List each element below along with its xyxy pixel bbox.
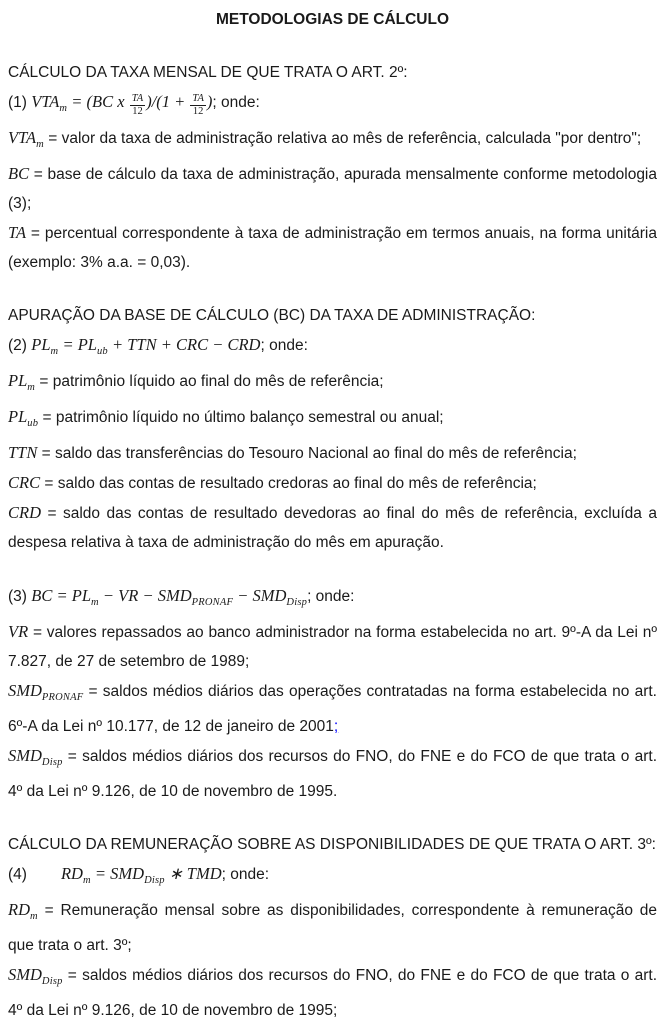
math-run: = <box>52 586 72 605</box>
math-variable-name: RD <box>60 864 83 883</box>
math-variable <box>71 586 99 608</box>
text-run: APURAÇÃO DA BASE DE CÁLCULO (BC) DA TAXA DE ADMINISTRAÇÃO: <box>8 307 536 324</box>
math-run: )/(1 + <box>146 92 190 111</box>
paragraph <box>8 895 657 960</box>
fraction <box>130 93 145 118</box>
fraction-denominator: 12 <box>192 106 204 117</box>
math-variable-name: SMD <box>110 864 145 883</box>
math-variable-name: PL <box>71 586 91 605</box>
math-variable <box>8 965 63 987</box>
text-run: ; onde: <box>260 337 308 354</box>
math-variable-name: SMD <box>8 965 42 984</box>
paragraph <box>8 960 657 1025</box>
fraction <box>190 93 205 118</box>
math-variable <box>8 128 44 150</box>
text-run: = Remuneração mensal sobre as disponibilidades, correspondente à remuneração de que trata o art. 3º; <box>8 902 657 954</box>
math-variable-name: SMD <box>157 586 192 605</box>
math-variable <box>77 335 108 357</box>
math-run: BC <box>8 164 30 183</box>
text-run: (4) <box>8 866 27 883</box>
paragraph <box>8 438 657 468</box>
section-heading <box>8 301 657 330</box>
paragraph <box>8 498 657 557</box>
paragraph <box>8 159 657 218</box>
document-title <box>8 5 657 34</box>
fraction-denominator: 12 <box>132 106 143 117</box>
paragraph <box>8 366 657 402</box>
text-run: (3) <box>8 588 32 605</box>
section-heading <box>8 58 657 87</box>
text-run: (1) <box>8 94 32 111</box>
text-run: = saldo das contas de resultado devedoras ao final do mês de referência, excluída a despesa relativa à taxa de administração do mês em apuração. <box>8 505 657 551</box>
text-run: ; onde: <box>221 866 270 883</box>
text-run: = saldos médios diários dos recursos do FNO, do FNE e do FCO de que trata o art. 4º da Lei nº 9.126, de 10 de novembro de 1995. <box>8 748 657 800</box>
text-run: ; onde: <box>307 588 355 605</box>
inserted-text: ; <box>333 718 339 735</box>
math-run: TTN <box>8 443 38 462</box>
math-subscript: m <box>91 597 99 608</box>
math-subscript: m <box>27 382 36 393</box>
section-heading <box>8 830 657 859</box>
math-subscript: ub <box>96 346 108 357</box>
text-run: = valor da taxa de administração relativa ao mês de referência, calculada "por dentro"; <box>43 130 642 147</box>
math-subscript: m <box>30 911 38 922</box>
math-variable <box>8 900 38 922</box>
math-variable <box>252 586 308 608</box>
math-variable <box>31 335 59 357</box>
math-variable <box>8 746 63 768</box>
paragraph <box>8 402 657 438</box>
math-variable-name: VTA <box>8 128 37 147</box>
math-variable <box>31 92 68 114</box>
math-variable <box>60 864 91 886</box>
math-variable <box>8 681 84 703</box>
math-run: ∗ TMD <box>164 864 222 883</box>
text-run: = base de cálculo da taxa de administração, apurada mensalmente conforme metodologia (3); <box>8 166 657 212</box>
math-variable-name: SMD <box>8 746 42 765</box>
text-run: METODOLOGIAS DE CÁLCULO <box>215 11 450 28</box>
math-variable <box>8 371 36 393</box>
paragraph <box>8 676 657 741</box>
math-variable-name: SMD <box>8 681 42 700</box>
text-run: = patrimônio líquido no último balanço semestral ou anual; <box>38 409 444 426</box>
paragraph <box>8 468 657 498</box>
math-subscript: m <box>50 346 59 357</box>
formula-line <box>8 859 657 895</box>
text-run: CÁLCULO DA REMUNERAÇÃO SOBRE AS DISPONIBILIDADES DE QUE TRATA O ART. 3º: <box>8 836 656 853</box>
math-variable <box>110 864 165 886</box>
math-subscript: m <box>36 139 44 150</box>
text-run: ; onde: <box>212 94 260 111</box>
math-variable-name: PL <box>8 407 28 426</box>
fraction-numerator: TA <box>192 93 204 104</box>
math-subscript: m <box>59 103 68 114</box>
math-run: CRC <box>8 473 41 492</box>
paragraph <box>8 218 657 277</box>
math-variable-name: SMD <box>252 586 287 605</box>
math-subscript: Disp <box>41 757 63 768</box>
math-run: + TTN + CRC − CRD <box>107 335 261 354</box>
paragraph <box>8 123 657 159</box>
math-variable-name: PL <box>8 371 28 390</box>
text-run: = valores repassados ao banco administrador na forma estabelecida no art. 9º-A da Lei nº 7.827, de 27 de setembro de 1989; <box>8 624 657 670</box>
math-subscript: Disp <box>286 597 308 608</box>
formula-line <box>8 581 657 617</box>
math-subscript: PRONAF <box>41 692 84 703</box>
math-run: = (BC x <box>67 92 129 111</box>
math-run: CRD <box>8 503 41 522</box>
math-run: ) <box>206 92 213 111</box>
math-subscript: PRONAF <box>191 597 234 608</box>
math-variable-name: VTA <box>31 92 60 111</box>
paragraph <box>8 741 657 806</box>
fraction-numerator: TA <box>131 93 144 104</box>
paragraph <box>8 617 657 676</box>
text-run: (2) <box>8 337 32 354</box>
math-variable-name: RD <box>8 900 30 919</box>
math-run: TA <box>8 223 27 242</box>
math-variable-name: PL <box>31 335 51 354</box>
math-subscript: Disp <box>41 976 63 987</box>
math-run: = <box>90 864 111 883</box>
text-run: = saldos médios diários dos recursos do FNO, do FNE e do FCO de que trata o art. 4º da Lei nº 9.126, de 10 de novembro de 1995; <box>8 967 657 1019</box>
math-run: = <box>58 335 78 354</box>
text-run: = patrimônio líquido ao final do mês de referência; <box>35 373 384 390</box>
math-subscript: Disp <box>144 875 165 886</box>
document-body <box>8 5 657 1025</box>
text-run: = saldos médios diários das operações contratadas na forma estabelecida no art. 6º-A da Lei nº 10.177, de 12 de janeiro de 2001 <box>8 683 657 735</box>
math-variable <box>157 586 234 608</box>
math-run: − VR − <box>98 586 158 605</box>
text-run: = saldo das transferências do Tesouro Nacional ao final do mês de referência; <box>37 445 577 462</box>
formula-line <box>8 87 657 123</box>
math-variable <box>8 407 39 429</box>
math-run: − <box>233 586 253 605</box>
math-subscript: m <box>82 875 91 886</box>
math-run: BC <box>31 586 53 605</box>
math-variable-name: PL <box>77 335 97 354</box>
text-run: = saldo das contas de resultado credoras ao final do mês de referência; <box>40 475 537 492</box>
text-run: = percentual correspondente à taxa de administração em termos anuais, na forma unitária (exemplo: 3% a.a. = 0,03). <box>8 225 657 271</box>
math-run: VR <box>8 622 29 641</box>
formula-line <box>8 330 657 366</box>
text-run: CÁLCULO DA TAXA MENSAL DE QUE TRATA O ART. 2º: <box>8 64 408 81</box>
math-subscript: ub <box>27 418 39 429</box>
